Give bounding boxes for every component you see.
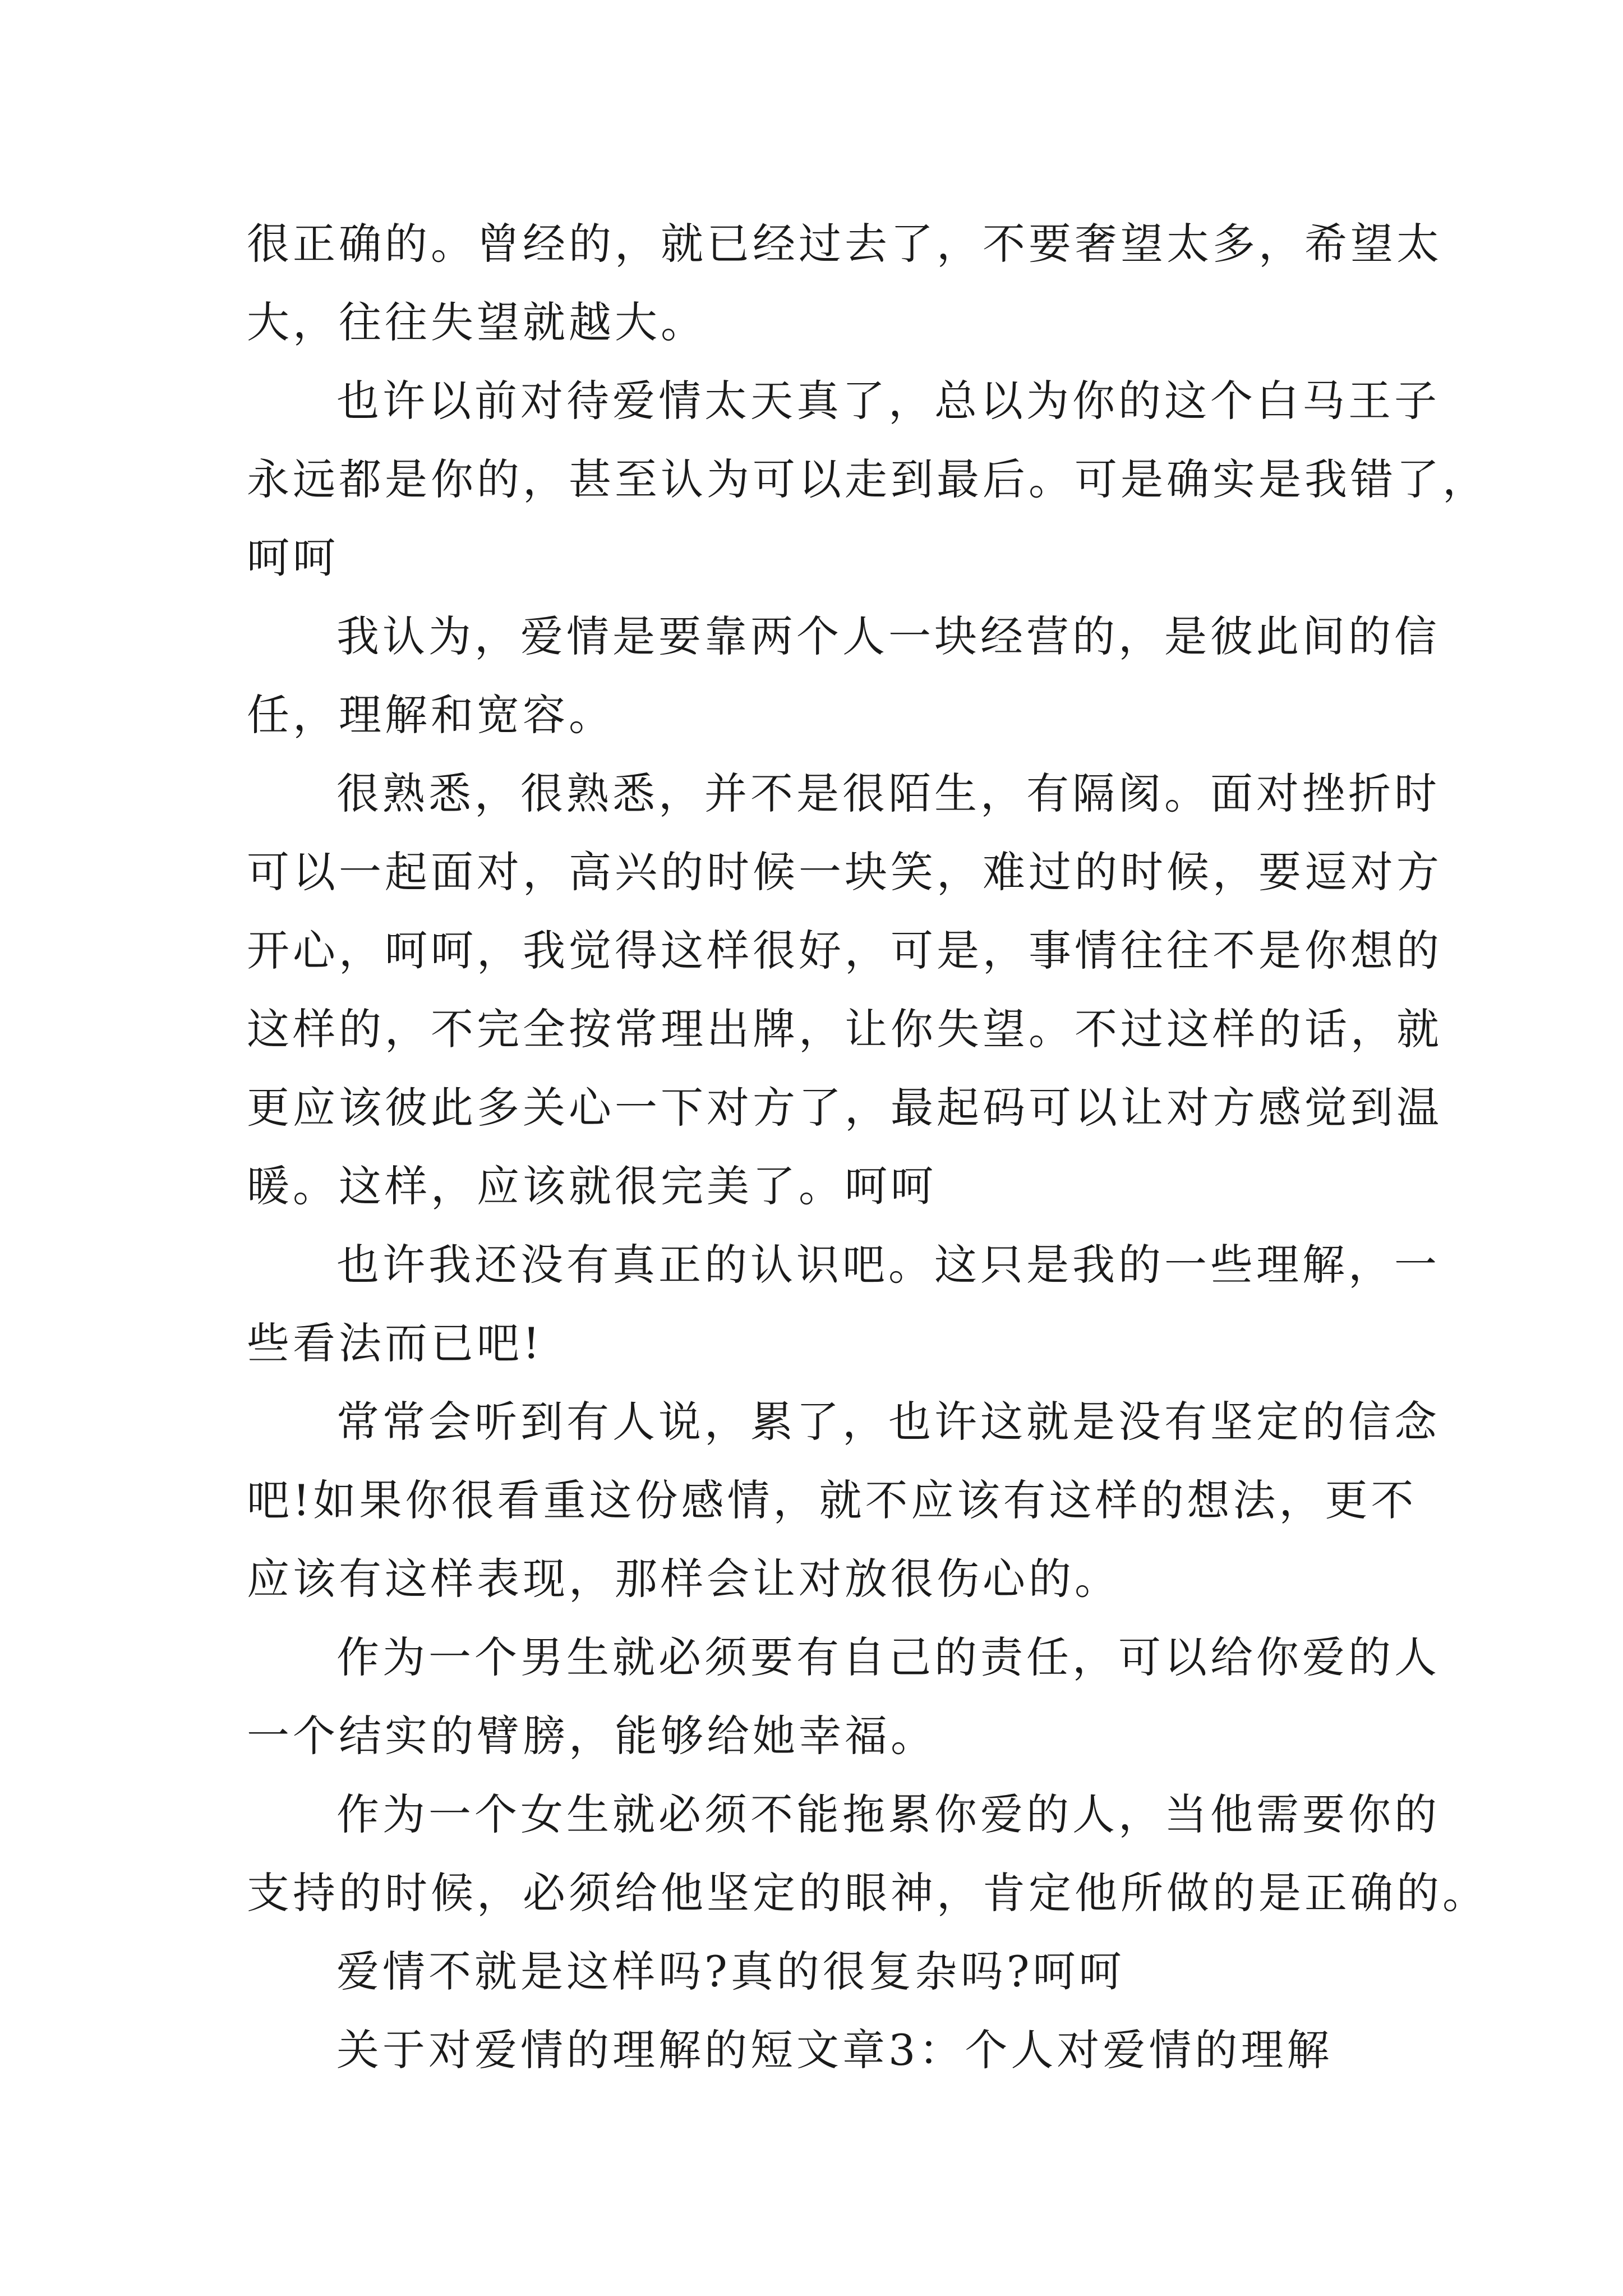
text-line: 也许以前对待爱情太天真了，总以为你的这个白马王子 [336,376,1440,426]
text-line: 永远都是你的，甚至认为可以走到最后。可是确实是我错了， [247,454,1488,504]
text-line: 开心，呵呵，我觉得这样很好，可是，事情往往不是你想的 [247,926,1442,976]
text-line: 作为一个男生就必须要有自己的责任，可以给你爱的人 [336,1632,1440,1682]
text-line: 一个结实的臂膀，能够给她幸福。 [247,1711,937,1761]
text-line: 我认为，爱情是要靠两个人一块经营的，是彼此间的信 [336,611,1440,661]
text-line: 也许我还没有真正的认识吧。这只是我的一些理解，一 [336,1240,1440,1290]
text-line: 很正确的。曾经的，就已经过去了，不要奢望太多，希望太 [247,219,1442,269]
text-line: 暖。这样，应该就很完美了。呵呵 [247,1161,937,1211]
text-line: 应该有这样表现，那样会让对放很伤心的。 [247,1554,1121,1604]
section-heading: 关于对爱情的理解的短文章3：个人对爱情的理解 [336,2025,1333,2075]
text-line: 呵呵 [247,533,339,583]
text-line: 这样的，不完全按常理出牌，让你失望。不过这样的话，就 [247,1004,1442,1054]
text-line: 更应该彼此多关心一下对方了，最起码可以让对方感觉到温 [247,1083,1442,1133]
text-line: 支持的时候，必须给他坚定的眼神，肯定他所做的是正确的。 [247,1868,1488,1918]
text-line: 常常会听到有人说，累了，也许这就是没有坚定的信念 [336,1397,1440,1447]
text-line: 大，往往失望就越大。 [247,297,707,347]
text-line: 可以一起面对，高兴的时候一块笑，难过的时候，要逗对方 [247,847,1442,897]
text-line: 爱情不就是这样吗?真的很复杂吗?呵呵 [336,1947,1125,1996]
text-line: 些看法而已吧! [247,1318,543,1368]
text-line: 任，理解和宽容。 [247,690,615,740]
text-line: 吧!如果你很看重这份感情，就不应该有这样的想法，更不 [247,1475,1417,1525]
text-line: 很熟悉，很熟悉，并不是很陌生，有隔阂。面对挫折时 [336,769,1440,818]
text-line: 作为一个女生就必须不能拖累你爱的人，当他需要你的 [336,1789,1440,1839]
